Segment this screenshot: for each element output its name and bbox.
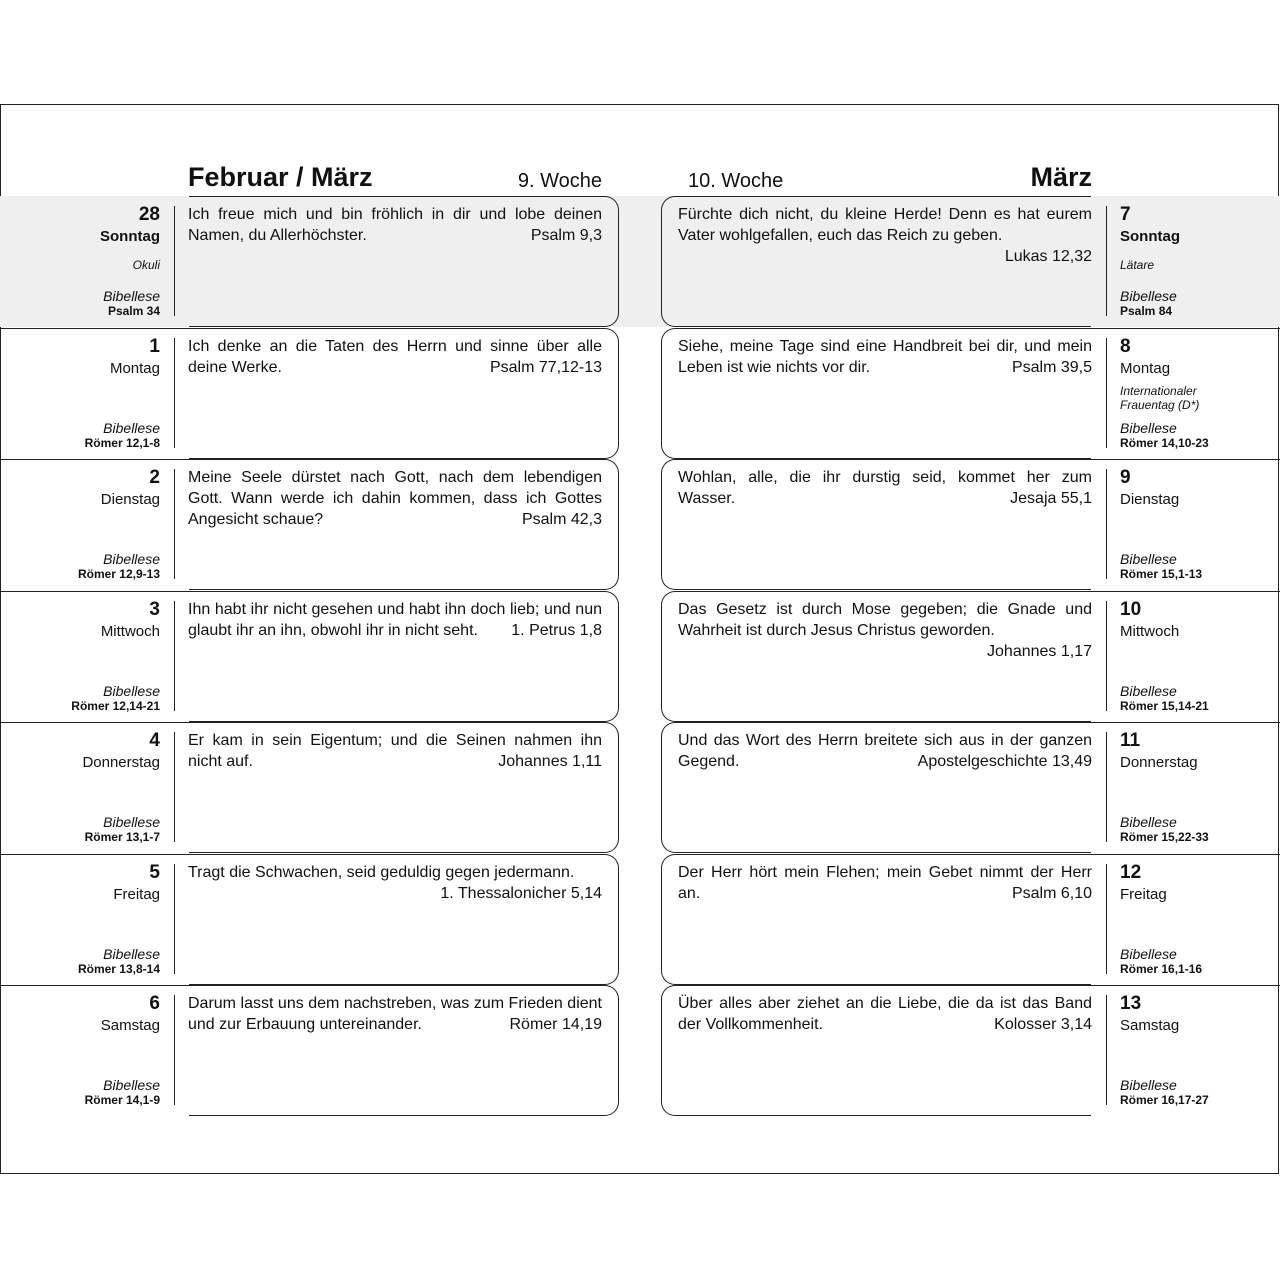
left-week-label: 9. Woche	[517, 170, 602, 192]
date-cell	[1120, 722, 1270, 853]
verse-body: Das Gesetz ist durch Mose gegeben; die Gnade und Wahrheit ist durch Jesus Christus geworden.	[678, 601, 1092, 639]
left-date-divider	[174, 206, 175, 316]
bibellese-label: Bibellese	[1120, 1077, 1177, 1093]
date-cell	[1120, 196, 1270, 327]
verse-text	[188, 730, 602, 772]
day-number: 8	[1120, 336, 1131, 357]
right-date-divider	[1106, 601, 1107, 711]
day-number: 10	[1120, 599, 1142, 620]
bibellese-label: Bibellese	[1120, 814, 1177, 830]
right-date-divider	[1106, 338, 1107, 448]
weekday-name: Dienstag	[1120, 491, 1180, 508]
verse-body: Darum lasst uns dem nachstreben, was zum Frieden dient und zur Erbauung untereinander.	[188, 995, 602, 1033]
bible-reading: Römer 16,17-27	[1120, 1093, 1209, 1107]
verse-text	[678, 730, 1092, 772]
day-note: Lätare	[1120, 258, 1155, 272]
weekday-name: Montag	[1120, 360, 1171, 377]
verse-text	[678, 599, 1092, 662]
date-cell	[1120, 459, 1270, 590]
day-number: 4	[149, 730, 160, 751]
bibellese-label: Bibellese	[103, 551, 160, 567]
day-number: 12	[1120, 862, 1142, 883]
left-date-divider	[174, 864, 175, 974]
left-month-title: Februar / März	[188, 162, 373, 192]
date-cell	[1120, 985, 1270, 1116]
date-cell	[0, 591, 160, 722]
weekday-name: Montag	[109, 360, 160, 377]
verse-reference: Jesaja 55,1	[1010, 490, 1092, 507]
verse-text	[188, 467, 602, 530]
weekday-name: Samstag	[1120, 1017, 1180, 1034]
day-number: 3	[149, 599, 160, 620]
date-cell	[0, 196, 160, 327]
left-date-divider	[174, 338, 175, 448]
right-date-divider	[1106, 469, 1107, 579]
weekday-name: Donnerstag	[1120, 754, 1198, 771]
verse-text	[678, 993, 1092, 1035]
date-cell	[0, 854, 160, 985]
bibellese-label: Bibellese	[1120, 683, 1177, 699]
bibellese-label: Bibellese	[103, 1077, 160, 1093]
verse-reference: Psalm 6,10	[1011, 885, 1092, 902]
weekday-name: Donnerstag	[82, 754, 160, 771]
verse-text	[188, 599, 602, 641]
bible-reading: Römer 14,10-23	[1120, 436, 1209, 450]
weekday-name: Sonntag	[100, 228, 160, 245]
bible-reading: Römer 12,9-13	[77, 567, 160, 581]
bible-reading: Psalm 84	[1120, 304, 1173, 318]
verse-reference: Psalm 77,12-13	[489, 359, 602, 376]
right-date-divider	[1106, 732, 1107, 842]
verse-body: Ich denke an die Taten des Herrn und sinne über alle deine Werke.	[188, 338, 602, 376]
verse-text	[678, 204, 1092, 267]
right-date-divider	[1106, 206, 1107, 316]
weekday-name: Freitag	[113, 886, 160, 903]
bible-reading: Psalm 34	[107, 304, 160, 318]
date-cell	[1120, 854, 1270, 985]
weekday-name: Freitag	[1120, 886, 1167, 903]
verse-body: Und das Wort des Herrn breitete sich aus in der ganzen Gegend.	[678, 732, 1092, 770]
verse-reference: Psalm 39,5	[1011, 359, 1092, 376]
verse-text	[188, 862, 602, 904]
bible-reading: Römer 12,1-8	[84, 436, 160, 450]
day-number: 5	[149, 862, 160, 883]
left-date-divider	[174, 469, 175, 579]
bible-reading: Römer 12,14-21	[71, 699, 160, 713]
verse-reference: Lukas 12,32	[1004, 248, 1092, 265]
verse-body: Über alles aber ziehet an die Liebe, die da ist das Band der Vollkommenheit.	[678, 995, 1092, 1033]
verse-reference: Römer 14,19	[509, 1016, 602, 1033]
verse-text	[188, 993, 602, 1035]
verse-text	[188, 336, 602, 378]
right-date-divider	[1106, 864, 1107, 974]
verse-reference: Kolosser 3,14	[994, 1016, 1092, 1033]
bibellese-label: Bibellese	[1120, 288, 1177, 304]
verse-body: Tragt die Schwachen, seid geduldig gegen jedermann.	[188, 864, 575, 881]
bible-reading: Römer 16,1-16	[1120, 962, 1203, 976]
bibellese-label: Bibellese	[1120, 946, 1177, 962]
verse-body: Er kam in sein Eigentum; und die Seinen nahmen ihn nicht auf.	[188, 732, 602, 770]
bible-reading: Römer 15,14-21	[1120, 699, 1209, 713]
day-number: 13	[1120, 993, 1142, 1014]
weekday-name: Dienstag	[100, 491, 160, 508]
bibellese-label: Bibellese	[103, 946, 160, 962]
bible-reading: Römer 13,8-14	[77, 962, 160, 976]
bible-reading: Römer 14,1-9	[84, 1093, 160, 1107]
weekday-name: Sonntag	[1120, 228, 1180, 245]
verse-reference: Psalm 9,3	[530, 227, 602, 244]
left-date-divider	[174, 601, 175, 711]
verse-text	[678, 336, 1092, 378]
verse-reference: Johannes 1,11	[498, 753, 602, 770]
date-cell	[1120, 591, 1270, 722]
weekday-name: Mittwoch	[100, 623, 160, 640]
day-number: 2	[149, 467, 160, 488]
bibellese-label: Bibellese	[103, 814, 160, 830]
bible-reading: Römer 15,1-13	[1120, 567, 1203, 581]
bible-reading: Römer 15,22-33	[1120, 830, 1209, 844]
verse-reference: Psalm 42,3	[521, 511, 602, 528]
verse-body: Fürchte dich nicht, du kleine Herde! Denn es hat eurem Vater wohlgefallen, euch das Reich zu geben.	[678, 206, 1092, 244]
verse-body: Ihn habt ihr nicht gesehen und habt ihn doch lieb; und nun glaubt ihr an ihn, obwohl ihr in nicht seht.	[188, 601, 602, 639]
verse-reference: 1. Thessalonicher 5,14	[440, 885, 602, 902]
verse-body: Meine Seele dürstet nach Gott, nach dem lebendigen Gott. Wann werde ich dahin kommen, dass ich Gottes Angesicht schaue?	[188, 469, 602, 528]
day-number: 28	[138, 204, 160, 225]
weekday-name: Samstag	[100, 1017, 160, 1034]
bibellese-label: Bibellese	[1120, 420, 1177, 436]
date-cell	[0, 722, 160, 853]
verse-text	[678, 467, 1092, 509]
bibellese-label: Bibellese	[103, 683, 160, 699]
left-date-divider	[174, 995, 175, 1105]
verse-body: Der Herr hört mein Flehen; mein Gebet nimmt der Herr an.	[678, 864, 1092, 902]
date-cell	[0, 985, 160, 1116]
bibellese-label: Bibellese	[103, 420, 160, 436]
left-date-divider	[174, 732, 175, 842]
date-cell	[1120, 328, 1270, 459]
right-week-label: 10. Woche	[688, 170, 784, 192]
date-cell	[0, 328, 160, 459]
verse-body: Wohlan, alle, die ihr durstig seid, kommet her zum Wasser.	[678, 469, 1092, 507]
day-number: 6	[149, 993, 160, 1014]
bibellese-label: Bibellese	[103, 288, 160, 304]
verse-reference: Johannes 1,17	[987, 643, 1092, 660]
verse-reference: 1. Petrus 1,8	[511, 622, 602, 639]
right-month-title: März	[1030, 162, 1092, 192]
verse-text	[678, 862, 1092, 904]
day-number: 11	[1120, 730, 1141, 751]
day-note: Internationaler Frauentag (D*)	[1120, 384, 1200, 412]
right-date-divider	[1106, 995, 1107, 1105]
bible-reading: Römer 13,1-7	[84, 830, 160, 844]
day-number: 7	[1120, 204, 1131, 225]
bibellese-label: Bibellese	[1120, 551, 1177, 567]
weekday-name: Mittwoch	[1120, 623, 1180, 640]
verse-body: Ich freue mich und bin fröhlich in dir und lobe deinen Namen, du Allerhöchster.	[188, 206, 602, 244]
day-number: 1	[149, 336, 160, 357]
date-cell	[0, 459, 160, 590]
verse-text	[188, 204, 602, 246]
day-note: Okuli	[132, 258, 160, 272]
verse-reference: Apostelgeschichte 13,49	[917, 753, 1092, 770]
day-number: 9	[1120, 467, 1131, 488]
verse-body: Siehe, meine Tage sind eine Handbreit bei dir, und mein Leben ist wie nichts vor dir.	[678, 338, 1092, 376]
